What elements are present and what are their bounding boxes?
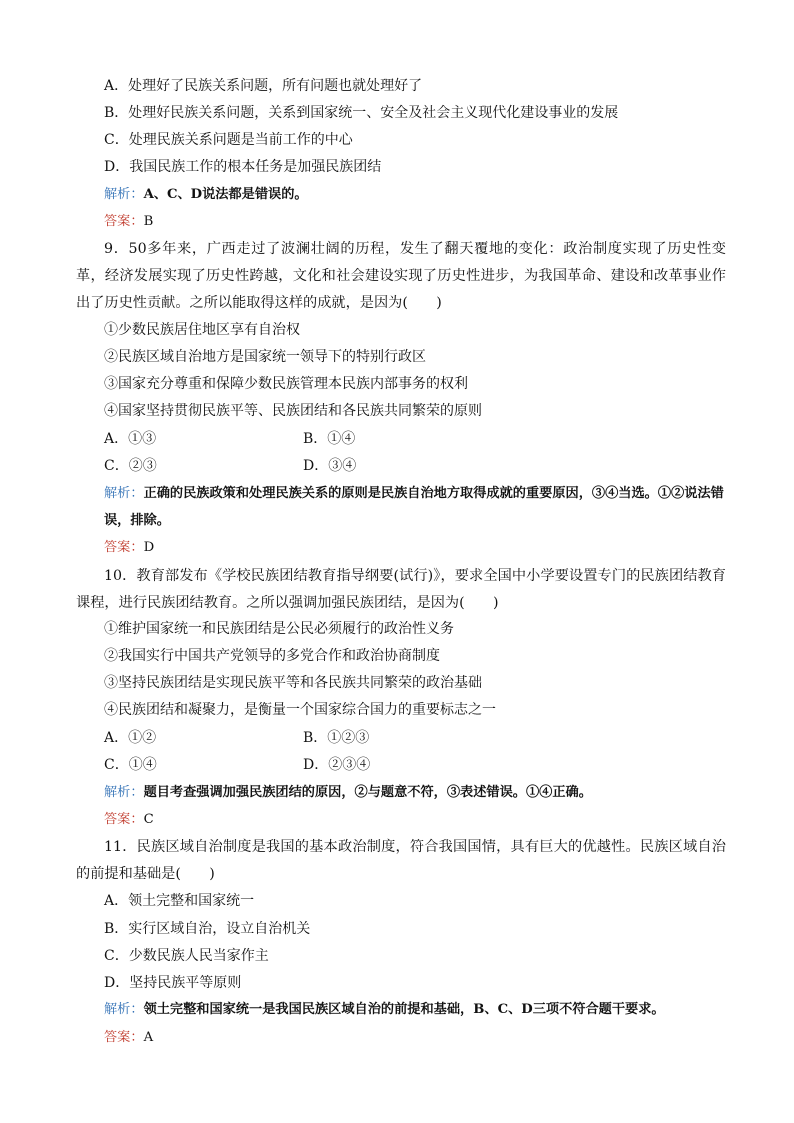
analysis-label: 解析： <box>104 785 144 800</box>
q10-option-d: D．②③④ <box>303 757 371 773</box>
q8-analysis <box>104 186 308 204</box>
q10-item-3: ③坚持民族团结是实现民族平等和各民族共同繁荣的政治基础 <box>104 675 482 691</box>
q11-option-c: C．少数民族人民当家作主 <box>104 948 269 964</box>
q9-item-3: ③国家充分尊重和保障少数民族管理本民族内部事务的权利 <box>104 376 468 392</box>
q11-option-a: A．领土完整和国家统一 <box>104 893 255 909</box>
q9-option-c: C．②③ <box>104 458 157 474</box>
q11-answer <box>104 1029 153 1047</box>
q8-answer <box>104 213 153 231</box>
q9-item-4: ④国家坚持贯彻民族平等、民族团结和各民族共同繁荣的原则 <box>104 403 482 419</box>
q10-stem: 10．教育部发布《学校民族团结教育指导纲要(试行)》，要求全国中小学要设置专门的民族团结教育课程，进行民族团结教育。之所以强调加强民族团结，是因为( ) <box>76 568 726 611</box>
q9-option-d: D．③④ <box>303 458 357 474</box>
q9-answer <box>104 539 154 557</box>
q11-option-b: B．实行区域自治，设立自治机关 <box>104 921 311 937</box>
analysis-label: 解析： <box>104 187 144 202</box>
answer-label: 答案： <box>104 812 144 827</box>
q11-analysis <box>104 1001 665 1019</box>
answer-text: C <box>143 812 154 827</box>
q10-item-1: ①维护国家统一和民族团结是公民必须履行的政治性义务 <box>104 621 454 637</box>
answer-text: B <box>143 214 154 229</box>
q10-item-2: ②我国实行中国共产党领导的多党合作和政治协商制度 <box>104 648 440 664</box>
analysis-label: 解析： <box>104 1002 144 1017</box>
q8-option-d: D．我国民族工作的根本任务是加强民族团结 <box>104 159 382 175</box>
answer-label: 答案： <box>104 214 144 229</box>
q8-option-c: C．处理民族关系问题是当前工作的中心 <box>104 132 353 148</box>
analysis-text: 领土完整和国家统一是我国民族区域自治的前提和基础，B、C、D三项不符合题干要求。 <box>143 1002 665 1017</box>
q10-option-b: B．①②③ <box>303 730 370 746</box>
q8-option-a: A．处理好了民族关系问题，所有问题也就处理好了 <box>104 78 423 94</box>
q9-item-1: ①少数民族居住地区享有自治权 <box>104 322 300 338</box>
q11-option-d: D．坚持民族平等原则 <box>104 975 242 991</box>
analysis-text: A、C、D说法都是错误的。 <box>143 187 308 202</box>
q9-analysis <box>104 480 726 534</box>
q8-option-b: B．处理好民族关系问题，关系到国家统一、安全及社会主义现代化建设事业的发展 <box>104 105 619 121</box>
q10-answer <box>104 811 154 829</box>
answer-label: 答案： <box>104 540 144 555</box>
answer-label: 答案： <box>104 1030 144 1045</box>
q11-stem: 11．民族区域自治制度是我国的基本政治制度，符合我国国情，具有巨大的优越性。民族区域自治的前提和基础是( ) <box>76 839 726 882</box>
analysis-text: 正确的民族政策和处理民族关系的原则是民族自治地方取得成就的重要原因，③④当选。①②说法错误，排除。 <box>104 486 724 528</box>
q10-item-4: ④民族团结和凝聚力，是衡量一个国家综合国力的重要标志之一 <box>104 702 496 718</box>
q9-option-a: A．①③ <box>104 431 157 447</box>
answer-text: A <box>143 1030 154 1045</box>
q10-option-c: C．①④ <box>104 757 157 773</box>
q9-item-2: ②民族区域自治地方是国家统一领导下的特别行政区 <box>104 349 426 365</box>
q9-option-b: B．①④ <box>303 431 356 447</box>
q9-stem: 9．50多年来，广西走过了波澜壮阔的历程，发生了翻天覆地的变化：政治制度实现了历史性变革，经济发展实现了历史性跨越，文化和社会建设实现了历史性进步，为我国革命、建设和改革事业作出了历史性贡献。之所以能取得这样的成就，是因为( ) <box>76 241 726 311</box>
analysis-label: 解析： <box>104 486 144 501</box>
q10-analysis <box>104 784 592 802</box>
answer-text: D <box>143 540 155 555</box>
analysis-text: 题目考查强调加强民族团结的原因，②与题意不符，③表述错误。①④正确。 <box>143 785 592 800</box>
q10-option-a: A．①② <box>104 730 157 746</box>
